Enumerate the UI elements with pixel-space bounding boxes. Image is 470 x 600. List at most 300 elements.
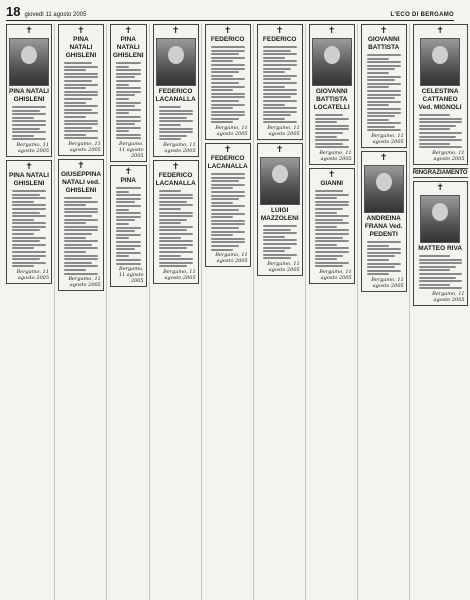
text-line (116, 237, 129, 239)
text-line (315, 121, 337, 123)
text-line (367, 270, 401, 272)
text-line (116, 198, 141, 200)
text-line (211, 107, 233, 109)
text-line (211, 216, 233, 218)
text-line (64, 120, 98, 122)
text-line (367, 119, 389, 121)
text-line (159, 219, 187, 221)
portrait-photo (420, 195, 460, 243)
text-line (211, 249, 233, 251)
text-line (159, 240, 193, 242)
text-line (419, 136, 456, 138)
text-line (367, 108, 401, 110)
text-line (12, 215, 46, 217)
text-line (64, 123, 98, 125)
text-line (159, 208, 181, 210)
text-line (116, 134, 141, 136)
text-line (159, 262, 193, 264)
text-line (116, 205, 141, 207)
text-line (159, 258, 193, 260)
text-line (12, 237, 46, 239)
text-line (12, 120, 46, 122)
obituary-notice (413, 181, 468, 306)
text-line (367, 58, 389, 60)
obituary-notice (110, 24, 147, 162)
notice-body-text (416, 114, 465, 148)
text-line (64, 262, 92, 264)
text-line (419, 128, 450, 130)
text-line (315, 215, 349, 217)
text-line (64, 247, 98, 249)
text-line (64, 80, 92, 82)
obituary-notice (153, 24, 199, 157)
notice-body-text (260, 225, 300, 259)
text-line (159, 128, 193, 130)
deceased-name: GIANNI (320, 179, 344, 187)
text-line (315, 222, 349, 224)
text-line (12, 110, 40, 112)
text-line (419, 114, 450, 116)
text-line (211, 205, 245, 207)
cross-icon: ✝ (171, 26, 180, 36)
text-line (116, 105, 135, 107)
text-line (315, 212, 337, 214)
text-line (159, 229, 187, 231)
text-line (315, 262, 349, 264)
text-line (64, 116, 86, 118)
text-line (211, 177, 245, 179)
text-line (211, 75, 233, 77)
text-line (211, 89, 233, 91)
portrait-photo (156, 38, 196, 86)
text-line (263, 229, 291, 231)
portrait-photo (420, 38, 460, 86)
text-line (159, 131, 193, 133)
text-line (367, 90, 401, 92)
text-line (315, 233, 349, 235)
text-line (64, 66, 98, 68)
obituary-notice (361, 24, 407, 148)
cross-icon: ✝ (223, 145, 232, 156)
deceased-name: PINA NATALI GHISLENI (65, 36, 97, 59)
text-line (64, 258, 98, 260)
text-line (211, 187, 233, 189)
obituary-notice (361, 151, 407, 292)
cross-icon: ✝ (275, 145, 284, 156)
obituary-notice (309, 24, 355, 165)
text-line (159, 212, 193, 214)
text-line (315, 125, 349, 127)
text-line (64, 62, 92, 64)
text-line (116, 94, 135, 96)
text-line (159, 120, 193, 122)
text-line (116, 230, 135, 232)
text-line (64, 222, 86, 224)
text-line (159, 138, 181, 140)
text-line (315, 255, 343, 257)
text-line (315, 118, 349, 120)
text-line (315, 240, 349, 242)
text-line (263, 257, 291, 259)
text-line (263, 107, 297, 109)
text-line (315, 194, 349, 196)
text-line (211, 191, 245, 193)
deceased-name: GIOVANNI BATTISTA LOCATELLI (313, 88, 350, 111)
text-line (64, 255, 98, 257)
text-line (116, 116, 141, 118)
text-line (12, 258, 40, 260)
text-line (367, 97, 395, 99)
text-line (64, 211, 98, 213)
text-line (116, 263, 141, 265)
text-line (12, 197, 46, 199)
text-line (116, 102, 141, 104)
text-line (116, 219, 135, 221)
text-line (367, 255, 395, 257)
text-line (263, 225, 297, 227)
text-line (419, 284, 450, 286)
text-line (211, 82, 239, 84)
text-line (64, 91, 98, 93)
obituary-notice (58, 159, 104, 291)
notice-place-date: Bergamo, 11 agosto 2005 (118, 141, 144, 160)
text-line (64, 137, 98, 139)
text-line (12, 194, 40, 196)
text-line (263, 68, 291, 70)
text-line (211, 213, 245, 215)
text-line (263, 100, 297, 102)
text-line (116, 223, 129, 225)
text-line (263, 247, 291, 249)
text-line (159, 124, 181, 126)
text-line (159, 135, 187, 137)
text-line (315, 136, 337, 138)
text-line (64, 273, 98, 275)
text-line (64, 240, 98, 242)
text-line (116, 187, 141, 189)
text-line (367, 86, 389, 88)
text-line (64, 215, 92, 217)
text-line (211, 114, 245, 116)
notice-place-date: Bergamo, 11 agosto 2005 (371, 133, 404, 146)
text-line (211, 50, 245, 52)
text-line (116, 241, 141, 243)
text-line (315, 201, 349, 203)
text-line (64, 109, 92, 111)
text-line (263, 53, 297, 55)
text-line (116, 259, 141, 261)
text-line (315, 258, 337, 260)
text-line (263, 118, 285, 120)
text-line (211, 71, 239, 73)
obituary-notice (110, 165, 147, 287)
text-line (64, 76, 98, 78)
text-line (64, 233, 92, 235)
cross-icon: ✝ (77, 161, 85, 172)
text-line (263, 71, 285, 73)
text-line (64, 127, 92, 129)
text-line (367, 122, 401, 124)
text-line (211, 245, 239, 247)
text-line (367, 76, 401, 78)
text-line (419, 121, 462, 123)
text-line (419, 143, 450, 145)
text-line (211, 223, 245, 225)
deceased-name: LUIGI MAZZOLENI (260, 207, 299, 223)
text-line (116, 191, 129, 193)
cross-icon: ✝ (379, 153, 388, 164)
text-line (159, 106, 181, 108)
text-line (367, 266, 395, 268)
text-line (367, 129, 401, 131)
text-line (64, 237, 86, 239)
text-line (116, 62, 141, 64)
text-line (211, 111, 245, 113)
text-line (64, 244, 92, 246)
text-line (367, 115, 395, 117)
text-line (211, 234, 233, 236)
deceased-name: GIUSEPPINA NATALI ved. GHISLENI (61, 171, 102, 195)
text-line (159, 233, 193, 235)
text-line (12, 124, 46, 126)
text-line (367, 245, 389, 247)
text-line (367, 112, 401, 114)
text-line (419, 273, 462, 275)
text-line (211, 198, 239, 200)
text-line (116, 248, 135, 250)
text-line (116, 66, 129, 68)
text-line (419, 255, 450, 257)
text-line (116, 80, 141, 82)
text-line (159, 197, 193, 199)
text-line (116, 137, 141, 139)
text-line (315, 128, 349, 130)
text-line (64, 130, 98, 132)
obituary-column (6, 24, 55, 600)
text-line (116, 194, 141, 196)
text-line (116, 109, 141, 111)
notice-place-date: Bergamo, 11 agosto 2005 (432, 149, 465, 162)
text-line (116, 130, 129, 132)
obituary-notice (58, 24, 104, 156)
text-line (315, 139, 349, 141)
text-line (116, 76, 135, 78)
notice-place-date: Bergamo, 11 agosto 2005 (16, 141, 49, 154)
text-line (116, 120, 141, 122)
notice-place-date: Bergamo, 11 agosto 2005 (371, 277, 404, 289)
text-line (263, 46, 297, 48)
text-line (315, 219, 343, 221)
deceased-name: FEDERICO (210, 36, 245, 43)
deceased-name: FEDERICO (262, 36, 297, 43)
text-line (419, 266, 456, 268)
text-line (12, 204, 46, 206)
text-line (263, 121, 297, 123)
text-line (116, 201, 135, 203)
text-line (367, 68, 395, 70)
text-line (64, 229, 98, 231)
text-line (159, 113, 193, 115)
obituary-notice (6, 160, 52, 284)
text-line (64, 112, 98, 114)
text-line (419, 277, 456, 279)
text-line (116, 212, 141, 214)
text-line (12, 138, 46, 140)
text-line (64, 134, 86, 136)
text-line (263, 232, 297, 234)
cross-icon: ✝ (327, 26, 336, 36)
text-line (12, 244, 46, 246)
text-line (211, 104, 245, 106)
text-line (419, 139, 462, 141)
deceased-name: PINA NATALI GHISLENI (9, 88, 49, 103)
text-line (64, 73, 98, 75)
obituary-column (153, 24, 202, 600)
text-line (419, 132, 462, 134)
cross-icon: ✝ (77, 26, 85, 36)
obituary-notice (205, 143, 251, 267)
text-line (263, 243, 297, 245)
text-line (12, 262, 46, 264)
text-line (64, 84, 98, 86)
text-line (116, 73, 141, 75)
text-line (263, 236, 285, 238)
text-line (263, 239, 297, 241)
ringraziamento-heading: RINGRAZIAMENTO (412, 169, 468, 176)
text-line (159, 190, 181, 192)
text-line (116, 112, 129, 114)
text-line (211, 60, 233, 62)
text-line (211, 173, 245, 175)
text-line (367, 101, 401, 103)
text-line (315, 190, 343, 192)
text-line (263, 60, 297, 62)
deceased-name: FEDERICO LACANALLA (155, 171, 196, 187)
text-line (116, 98, 129, 100)
obituary-notice (413, 24, 468, 165)
masthead (6, 4, 454, 21)
text-line (263, 250, 285, 252)
text-line (263, 86, 285, 88)
notice-body-text (312, 114, 352, 148)
notice-body-text (416, 255, 465, 289)
text-line (263, 50, 291, 52)
text-line (12, 113, 46, 115)
text-line (64, 98, 92, 100)
text-line (263, 104, 285, 106)
portrait-photo (312, 38, 352, 86)
text-line (12, 247, 34, 249)
text-line (315, 132, 343, 134)
notice-body-text (208, 46, 248, 123)
text-line (159, 222, 181, 224)
text-line (116, 127, 141, 129)
text-line (263, 78, 291, 80)
text-line (211, 184, 245, 186)
obituary-column (309, 24, 358, 600)
text-line (12, 117, 34, 119)
text-line (116, 69, 141, 71)
text-line (315, 237, 343, 239)
notice-place-date: Bergamo, 11 agosto 2005 (68, 141, 101, 154)
text-line (116, 234, 141, 236)
text-line (12, 255, 46, 257)
text-line (159, 215, 193, 217)
text-line (211, 53, 239, 55)
obituary-column (110, 24, 150, 600)
cross-icon: ✝ (436, 182, 444, 193)
notice-body-text (364, 54, 404, 131)
obituary-notice (309, 168, 355, 284)
notice-place-date: Bergamo, 11 agosto 2005 (163, 269, 196, 281)
text-line (263, 75, 297, 77)
obituary-columns (6, 24, 468, 600)
text-line (367, 72, 389, 74)
text-line (116, 209, 129, 211)
text-line (419, 262, 462, 264)
text-line (12, 233, 34, 235)
text-line (263, 82, 297, 84)
text-line (211, 238, 245, 240)
deceased-name: MATTEO RIVA (418, 244, 463, 252)
text-line (12, 229, 40, 231)
text-line (315, 244, 337, 246)
text-line (315, 208, 343, 210)
text-line (315, 247, 349, 249)
text-line (315, 204, 349, 206)
notice-place-date: Bergamo, 11 agosto 2005 (163, 141, 196, 154)
portrait-photo (9, 38, 49, 86)
text-line (419, 280, 462, 282)
text-line (367, 94, 401, 96)
page-number: 18 (6, 4, 21, 19)
text-line (12, 131, 46, 133)
cross-icon: ✝ (223, 26, 232, 36)
notice-body-text (156, 190, 196, 267)
notice-place-date: Bergamo, 11 agosto 2005 (215, 125, 248, 138)
text-line (159, 255, 181, 257)
text-line (159, 204, 193, 206)
cross-icon: ✝ (379, 26, 388, 36)
text-line (159, 117, 187, 119)
deceased-name: FEDERICO LACANALLA (155, 88, 196, 103)
cross-icon: ✝ (124, 26, 132, 36)
notice-body-text (364, 241, 404, 275)
text-line (367, 259, 389, 261)
text-line (12, 106, 46, 108)
text-line (64, 226, 98, 228)
text-line (263, 93, 297, 95)
text-line (116, 227, 141, 229)
text-line (159, 265, 187, 267)
text-line (211, 118, 239, 120)
notice-body-text (61, 197, 101, 274)
notice-place-date: Bergamo, 11 agosto 2005 (267, 261, 300, 273)
text-line (159, 194, 193, 196)
text-line (315, 251, 349, 253)
text-line (116, 255, 129, 257)
notice-body-text (156, 106, 196, 140)
text-line (64, 269, 86, 271)
text-line (211, 96, 245, 98)
text-line (211, 209, 239, 211)
text-line (367, 54, 401, 56)
text-line (12, 222, 46, 224)
notice-body-text (9, 190, 49, 267)
text-line (315, 146, 349, 148)
obituary-column (205, 24, 254, 600)
text-line (419, 125, 456, 127)
